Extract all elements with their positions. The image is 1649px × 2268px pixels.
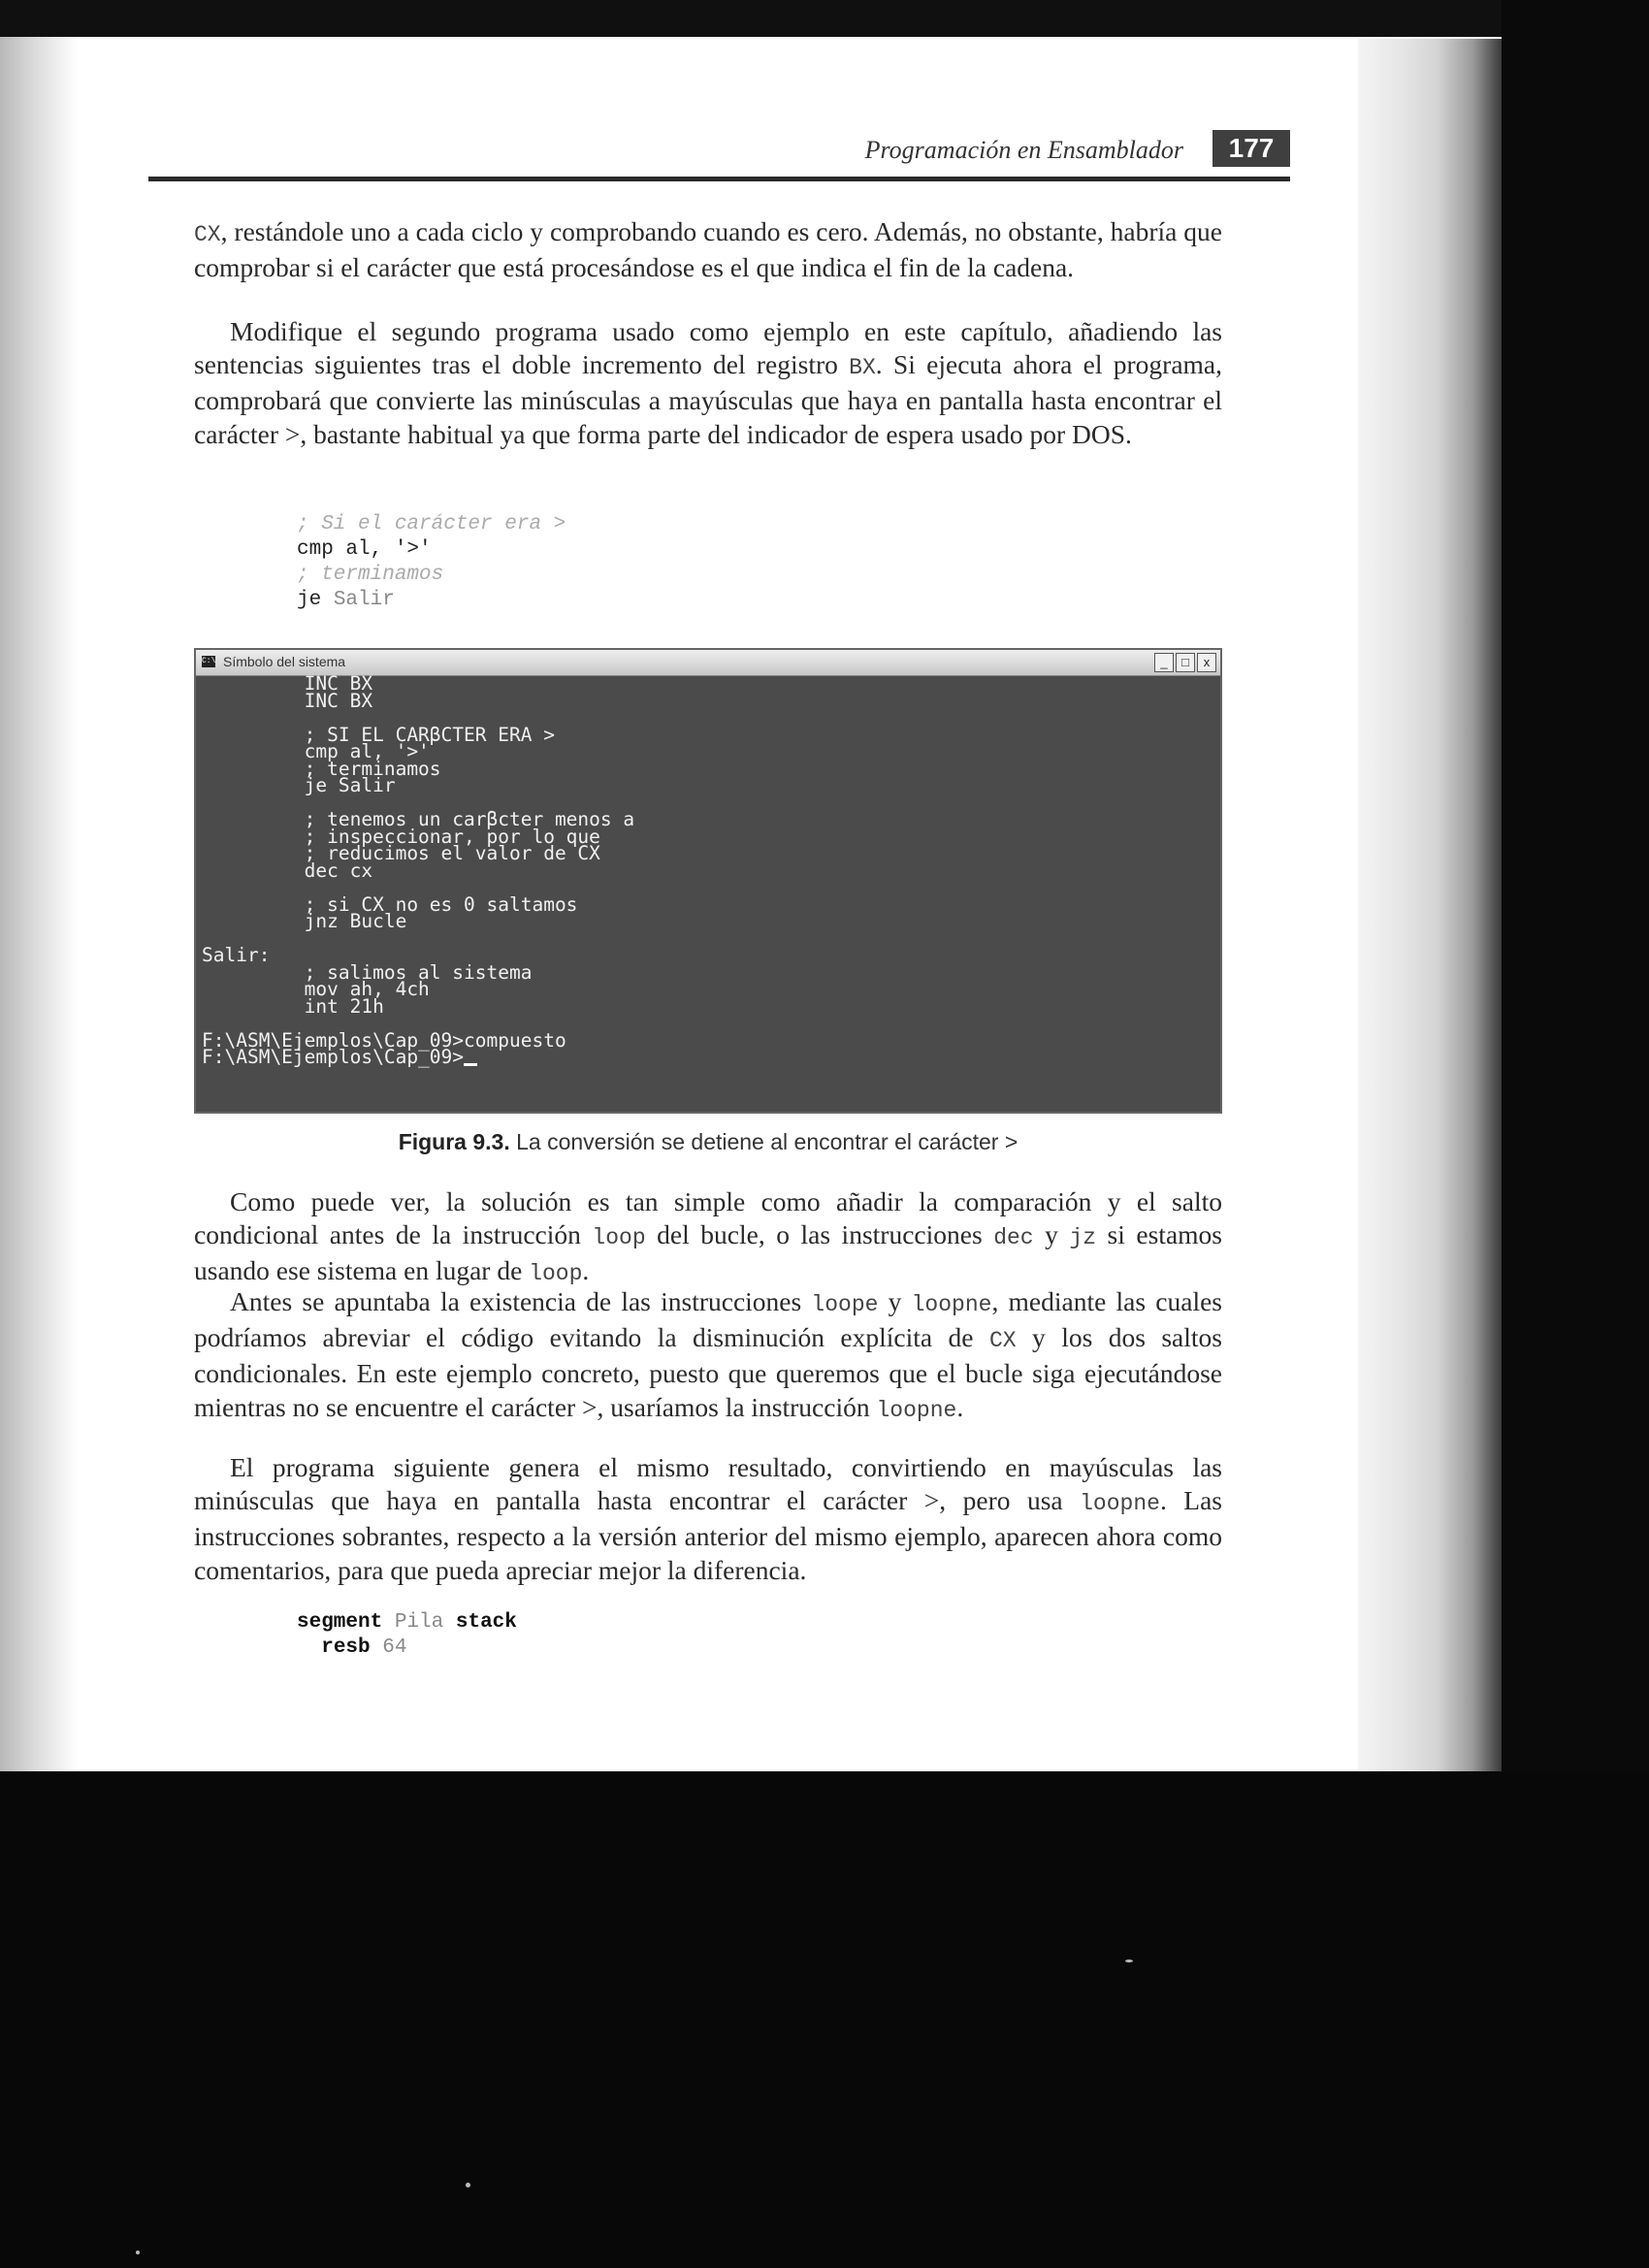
paragraph-text: , restándole uno a cada ciclo y comprobando cuando es cero. Además, no obstante, habría que comprobar si el carácter que está procesándose es el que indica el fin de la cadena. bbox=[194, 216, 1222, 283]
running-title: Programación en Ensamblador bbox=[864, 136, 1183, 164]
paragraph-4 bbox=[194, 1285, 1222, 1427]
code-comment: ; Si el carácter era > bbox=[297, 513, 566, 535]
cursor-icon bbox=[464, 1063, 477, 1066]
code-name: Pila bbox=[394, 1611, 444, 1634]
paragraph-text: del bucle, o las instrucciones bbox=[645, 1219, 994, 1250]
console-window-figure bbox=[194, 648, 1222, 1114]
figure-label: Figura 9.3. bbox=[398, 1129, 510, 1154]
figure-caption-text: La conversión se detiene al encontrar el carácter > bbox=[509, 1129, 1018, 1154]
scan-border-bottom bbox=[0, 1771, 1649, 2268]
paragraph-text: si estamos usando ese sistema en lugar de bbox=[194, 1219, 1222, 1286]
inline-code: loopne bbox=[911, 1292, 992, 1317]
paragraph-text: , mediante las cuales podríamos abreviar el código evitando la disminución explícita de bbox=[194, 1286, 1223, 1353]
paragraph-3 bbox=[194, 1185, 1222, 1291]
console-prompt: F:\ASM\Ejemplos\Cap_09> bbox=[202, 1046, 465, 1068]
paragraph-text: . bbox=[956, 1391, 964, 1422]
paragraph-text: El programa siguiente genera el mismo resultado, convirtiendo en mayúsculas las minúsculas que haya en pantalla hasta encontrar el carácter >, pero usa bbox=[194, 1452, 1222, 1516]
book-gutter bbox=[0, 37, 78, 1771]
inline-code: loop bbox=[592, 1225, 646, 1251]
code-comment: ; terminamos bbox=[297, 564, 444, 586]
code-arg: '>' bbox=[394, 538, 432, 561]
book-page-edges bbox=[1358, 39, 1502, 1771]
console-lines: INC BX INC BX ; SI EL CARβCTER ERA > cmp al, '>' ; terminamos je Salir ; tenemos un carβcter menos a ; inspeccionar, por lo que ; reducimos el valor de CX dec cx ; si CX no es 0 saltamos jnz Bucle Salir: ; salimos al sistema mov ah, 4ch int 21h F:\ASM\Ejemplos\Cap_09>compuesto bbox=[202, 675, 635, 1052]
paragraph-text: Modifique el segundo programa usado como ejemplo en este capítulo, añadiendo las sentencias siguientes tras el doble incremento del registro bbox=[194, 316, 1222, 380]
console-titlebar bbox=[196, 650, 1220, 676]
paragraph-text: . bbox=[582, 1255, 590, 1286]
inline-code: BX bbox=[849, 355, 876, 381]
code-block-bottom bbox=[297, 1610, 517, 1661]
console-text bbox=[196, 675, 1220, 1066]
inline-code: jz bbox=[1069, 1225, 1097, 1251]
paragraph-text: . Las instrucciones sobrantes, respecto a la versión anterior del mismo ejemplo, aparecen ahora como comentarios, para que pueda apreciar mejor la diferencia. bbox=[194, 1485, 1222, 1585]
paragraph-text: y bbox=[1033, 1219, 1070, 1250]
inline-code: loopne bbox=[1080, 1491, 1160, 1517]
inline-code: loope bbox=[811, 1292, 879, 1317]
inline-code: CX bbox=[988, 1328, 1017, 1354]
scan-speck bbox=[136, 2251, 140, 2254]
inline-code: loopne bbox=[876, 1397, 957, 1423]
page-number: 177 bbox=[1212, 130, 1290, 167]
code-keyword: stack bbox=[455, 1611, 517, 1634]
code-keyword: je bbox=[297, 589, 322, 611]
console-title: Símbolo del sistema bbox=[223, 654, 346, 669]
inline-code: CX bbox=[194, 222, 221, 247]
code-keyword: resb bbox=[321, 1636, 371, 1659]
scan-speck bbox=[1125, 1960, 1133, 1962]
paragraph-text: y los dos saltos condicionales. En este ejemplo concreto, puesto que queremos que el bucle siga ejecutándose mientras no se encuentre el carácter >, usaríamos la instrucción bbox=[194, 1322, 1222, 1422]
page-header bbox=[148, 122, 1290, 184]
code-snippet bbox=[297, 512, 566, 613]
code-keyword: segment bbox=[297, 1611, 383, 1634]
code-value: 64 bbox=[382, 1636, 407, 1659]
window-controls bbox=[1154, 653, 1216, 672]
maximize-icon: □ bbox=[1176, 653, 1195, 672]
paragraph-text: Antes se apuntaba la existencia de las instrucciones bbox=[230, 1286, 812, 1316]
inline-code: loop bbox=[529, 1261, 583, 1287]
paragraph-2 bbox=[194, 315, 1222, 451]
minimize-icon: _ bbox=[1154, 653, 1174, 672]
console-icon: C:\ bbox=[202, 657, 216, 665]
paragraph-1 bbox=[194, 215, 1222, 284]
code-keyword: cmp al, bbox=[297, 538, 383, 561]
paragraph-text: y bbox=[878, 1286, 912, 1316]
header-rule bbox=[148, 177, 1290, 181]
paragraph-text: . Si ejecuta ahora el programa, comprobará que convierte las minúsculas a mayúsculas que haya en pantalla hasta encontrar el carácter >, bastante habitual ya que forma parte del indicador de espera usado por DOS. bbox=[194, 349, 1222, 449]
close-icon: x bbox=[1197, 653, 1216, 672]
figure-caption bbox=[194, 1129, 1222, 1155]
console-output bbox=[196, 675, 1220, 1114]
paragraph-text: Como puede ver, la solución es tan simple como añadir la comparación y el salto condicional antes de la instrucción bbox=[194, 1186, 1222, 1250]
paragraph-5 bbox=[194, 1451, 1222, 1587]
scan-speck bbox=[466, 2183, 470, 2187]
inline-code: dec bbox=[993, 1225, 1034, 1251]
code-arg: Salir bbox=[333, 589, 395, 611]
scan-border-top bbox=[0, 0, 1649, 37]
